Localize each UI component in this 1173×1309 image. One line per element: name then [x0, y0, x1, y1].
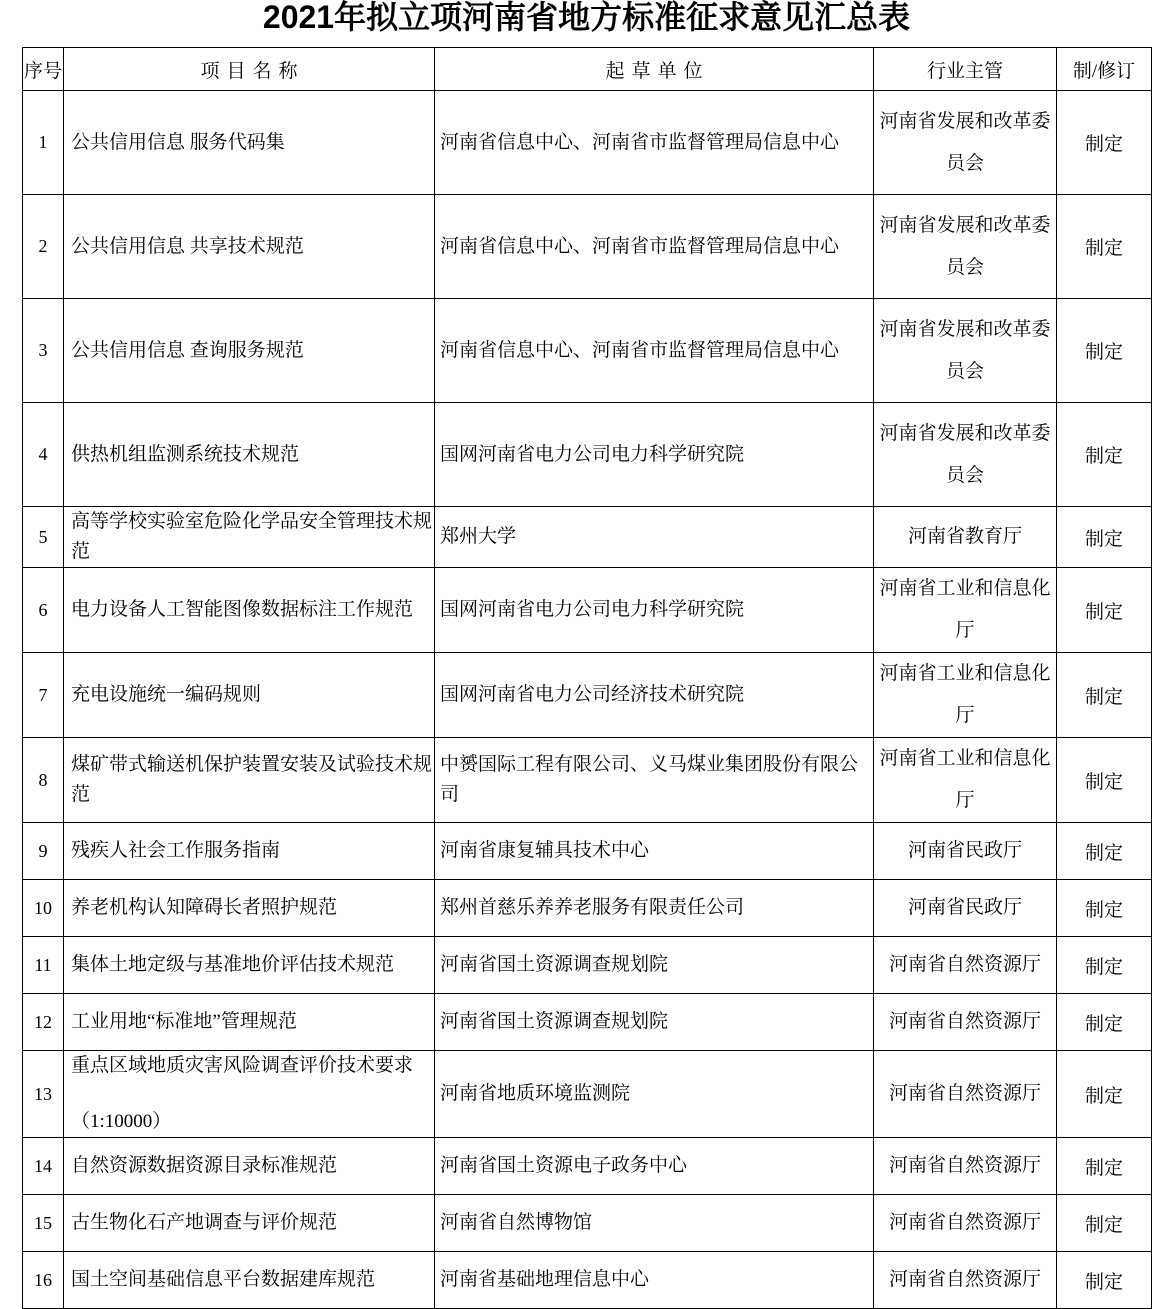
- cell-seq: 13: [23, 1051, 64, 1138]
- cell-name: 古生物化石产地调查与评价规范: [64, 1195, 435, 1252]
- cell-type: 制定: [1057, 653, 1152, 738]
- cell-authority: 河南省自然资源厅: [874, 937, 1057, 994]
- cell-unit: 郑州大学: [435, 507, 874, 568]
- cell-seq: 8: [23, 738, 64, 823]
- cell-name: 残疾人社会工作服务指南: [64, 823, 435, 880]
- cell-authority: 河南省自然资源厅: [874, 1252, 1057, 1309]
- cell-name: 电力设备人工智能图像数据标注工作规范: [64, 568, 435, 653]
- cell-authority: 河南省自然资源厅: [874, 1051, 1057, 1138]
- cell-unit: 河南省信息中心、河南省市监督管理局信息中心: [435, 299, 874, 403]
- cell-unit: 郑州首慈乐养养老服务有限责任公司: [435, 880, 874, 937]
- standards-table: [22, 47, 1152, 1309]
- cell-name: 公共信用信息 共享技术规范: [64, 195, 435, 299]
- table-row: [23, 880, 1152, 937]
- cell-seq: 9: [23, 823, 64, 880]
- cell-authority: 河南省工业和信息化厅: [874, 568, 1057, 653]
- cell-unit: 河南省国土资源电子政务中心: [435, 1138, 874, 1195]
- column-header-seq: 序号: [23, 48, 64, 91]
- table-row: [23, 1138, 1152, 1195]
- cell-name: 供热机组监测系统技术规范: [64, 403, 435, 507]
- cell-unit: 河南省信息中心、河南省市监督管理局信息中心: [435, 195, 874, 299]
- cell-unit: 河南省信息中心、河南省市监督管理局信息中心: [435, 91, 874, 195]
- cell-authority: 河南省工业和信息化厅: [874, 738, 1057, 823]
- cell-name: 公共信用信息 查询服务规范: [64, 299, 435, 403]
- cell-authority: 河南省民政厅: [874, 823, 1057, 880]
- cell-name: 国土空间基础信息平台数据建库规范: [64, 1252, 435, 1309]
- cell-type: 制定: [1057, 994, 1152, 1051]
- cell-unit: 河南省基础地理信息中心: [435, 1252, 874, 1309]
- cell-name: 工业用地“标准地”管理规范: [64, 994, 435, 1051]
- cell-seq: 3: [23, 299, 64, 403]
- table-row: [23, 299, 1152, 403]
- cell-unit: 河南省康复辅具技术中心: [435, 823, 874, 880]
- cell-seq: 6: [23, 568, 64, 653]
- cell-unit: 国网河南省电力公司电力科学研究院: [435, 403, 874, 507]
- table-row: [23, 738, 1152, 823]
- table-row: [23, 507, 1152, 568]
- cell-type: 制定: [1057, 937, 1152, 994]
- table-row: [23, 195, 1152, 299]
- table-row: [23, 823, 1152, 880]
- cell-unit: 河南省地质环境监测院: [435, 1051, 874, 1138]
- cell-authority: 河南省工业和信息化厅: [874, 653, 1057, 738]
- table-row: [23, 568, 1152, 653]
- cell-type: 制定: [1057, 91, 1152, 195]
- cell-type: 制定: [1057, 507, 1152, 568]
- cell-name-line2: （1:10000）: [71, 1111, 172, 1132]
- column-header-name: 项目名称: [64, 48, 435, 91]
- table-row: [23, 653, 1152, 738]
- cell-authority: 河南省发展和改革委员会: [874, 299, 1057, 403]
- cell-seq: 5: [23, 507, 64, 568]
- column-header-unit: 起草单位: [435, 48, 874, 91]
- table-row: [23, 91, 1152, 195]
- cell-authority: 河南省自然资源厅: [874, 1138, 1057, 1195]
- cell-type: 制定: [1057, 1195, 1152, 1252]
- cell-name-line1: 重点区域地质灾害风险调查评价技术要求: [71, 1055, 414, 1076]
- cell-name: 煤矿带式输送机保护装置安装及试验技术规范: [64, 738, 435, 823]
- table-row: [23, 403, 1152, 507]
- cell-unit: 河南省国土资源调查规划院: [435, 937, 874, 994]
- cell-name: 集体土地定级与基准地价评估技术规范: [64, 937, 435, 994]
- table-body: [23, 91, 1152, 1309]
- cell-seq: 15: [23, 1195, 64, 1252]
- cell-name: 充电设施统一编码规则: [64, 653, 435, 738]
- cell-seq: 12: [23, 994, 64, 1051]
- cell-type: 制定: [1057, 1138, 1152, 1195]
- cell-authority: 河南省民政厅: [874, 880, 1057, 937]
- cell-authority: 河南省自然资源厅: [874, 994, 1057, 1051]
- page-title: 2021年拟立项河南省地方标准征求意见汇总表: [262, 0, 911, 35]
- cell-name: 自然资源数据资源目录标准规范: [64, 1138, 435, 1195]
- table-row: [23, 937, 1152, 994]
- column-header-type: 制/修订: [1057, 48, 1152, 91]
- cell-seq: 10: [23, 880, 64, 937]
- cell-authority: 河南省发展和改革委员会: [874, 195, 1057, 299]
- cell-type: 制定: [1057, 403, 1152, 507]
- cell-seq: 11: [23, 937, 64, 994]
- table-header-row: [23, 48, 1152, 91]
- cell-unit: 河南省国土资源调查规划院: [435, 994, 874, 1051]
- cell-type: 制定: [1057, 195, 1152, 299]
- cell-seq: 14: [23, 1138, 64, 1195]
- cell-type: 制定: [1057, 568, 1152, 653]
- cell-type: 制定: [1057, 1051, 1152, 1138]
- table-row: [23, 1051, 1152, 1138]
- cell-seq: 2: [23, 195, 64, 299]
- cell-type: 制定: [1057, 738, 1152, 823]
- cell-type: 制定: [1057, 299, 1152, 403]
- cell-authority: 河南省发展和改革委员会: [874, 91, 1057, 195]
- cell-type: 制定: [1057, 823, 1152, 880]
- cell-unit: 国网河南省电力公司电力科学研究院: [435, 568, 874, 653]
- column-header-authority: 行业主管: [874, 48, 1057, 91]
- cell-seq: 16: [23, 1252, 64, 1309]
- cell-authority: 河南省教育厅: [874, 507, 1057, 568]
- cell-name: [64, 1051, 435, 1138]
- table-row: [23, 1252, 1152, 1309]
- cell-type: 制定: [1057, 1252, 1152, 1309]
- cell-type: 制定: [1057, 880, 1152, 937]
- table-row: [23, 1195, 1152, 1252]
- cell-name: 公共信用信息 服务代码集: [64, 91, 435, 195]
- cell-unit: 中赟国际工程有限公司、义马煤业集团股份有限公司: [435, 738, 874, 823]
- cell-name: 养老机构认知障碍长者照护规范: [64, 880, 435, 937]
- cell-unit: 国网河南省电力公司经济技术研究院: [435, 653, 874, 738]
- cell-seq: 4: [23, 403, 64, 507]
- cell-unit: 河南省自然博物馆: [435, 1195, 874, 1252]
- cell-authority: 河南省发展和改革委员会: [874, 403, 1057, 507]
- cell-authority: 河南省自然资源厅: [874, 1195, 1057, 1252]
- table-row: [23, 994, 1152, 1051]
- cell-name: 高等学校实验室危险化学品安全管理技术规范: [64, 507, 435, 568]
- cell-seq: 1: [23, 91, 64, 195]
- cell-seq: 7: [23, 653, 64, 738]
